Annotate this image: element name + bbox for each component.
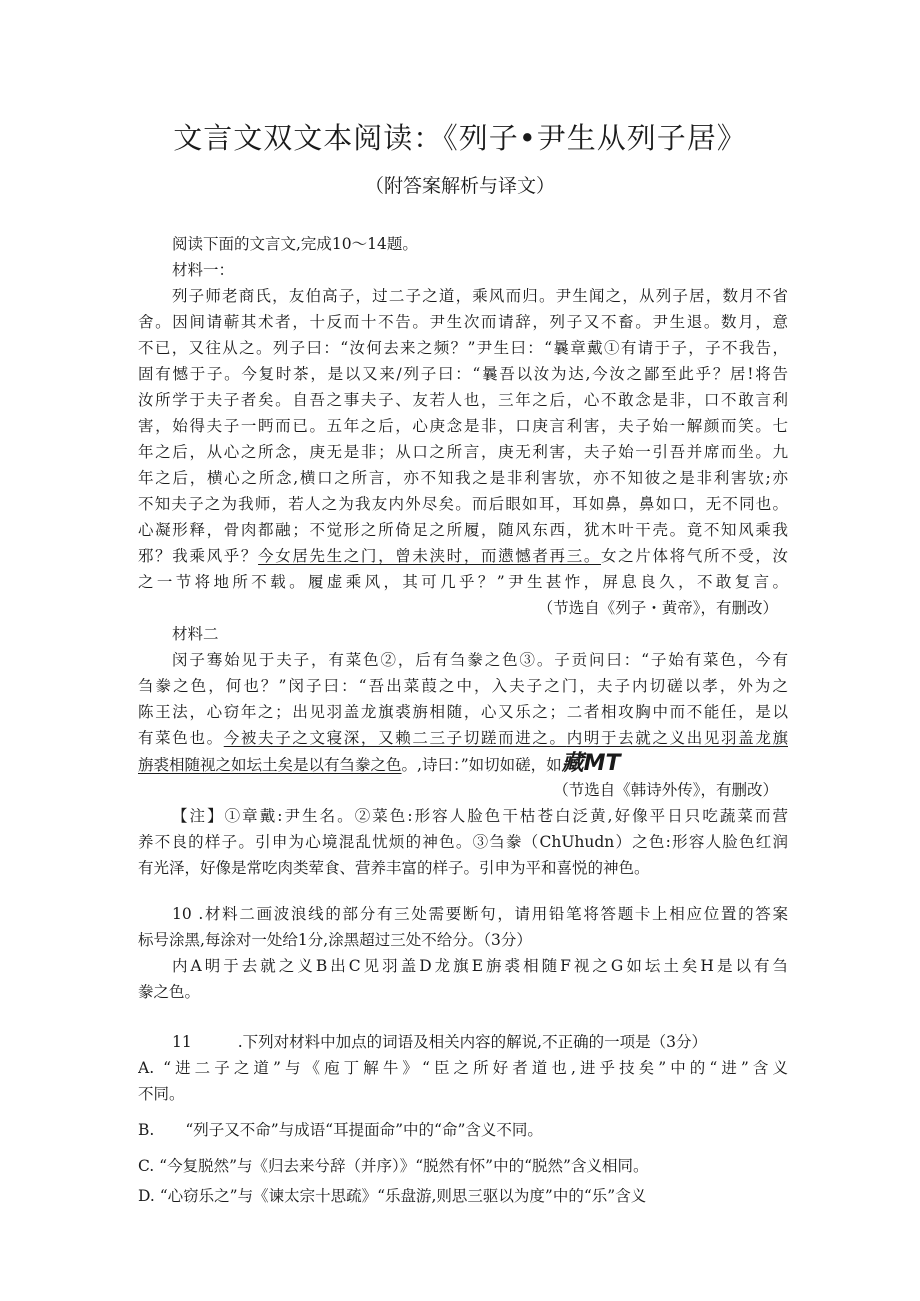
material2-line: 刍豢之色，何也？”闵子曰：“吾出菜葭之中，入夫子之门，夫子内切磋以孝，外为之 bbox=[138, 677, 788, 695]
material1-line: 年之后，从心之所念，庚无是非；从口之所言，庚无利害，夫子始一引吾并席而坐。九 bbox=[138, 443, 788, 461]
material2-underlined-sentence: 今被夫子之文寝深，又赖二三子切蹉而进之。 bbox=[223, 729, 567, 747]
material1-line: 汝所学于夫子者矣。自吾之事夫子、友若人也，三年之后，心不敢念是非，口不敢言利 bbox=[138, 391, 788, 409]
q10-options-cont: 豢之色。 bbox=[138, 983, 201, 1001]
material1-line: 固有憾于子。今复时茶，是以又来/列子曰：“曩吾以汝为达,今汝之鄙至此乎？居!将告 bbox=[138, 365, 788, 383]
material2-line: 陈王法，心窃年之；出见羽盖龙旗裘旃相随，心又乐之；二者相攻胸中而不能任，是以 bbox=[138, 703, 788, 721]
document-body bbox=[138, 231, 788, 1209]
q11-option-a-cont: 不同。 bbox=[138, 1085, 185, 1103]
q10-options: 内A明于去就之义B出C见羽盖D龙旗E旃裘相随F视之G如坛土矣H是以有刍 bbox=[172, 957, 788, 975]
material1-line: 心凝形释，骨肉都融；不觉形之所倚足之所履，随风东西，犹木叶干壳。竟不知风乘我 bbox=[138, 521, 788, 539]
material2-line5-post: 。,诗曰：”如切如磋，如 bbox=[401, 756, 562, 774]
q11-option-a: A. “进二子之道”与《庖丁解牛》“臣之所好者道也,进乎技矣”中的“进”含义 bbox=[138, 1059, 788, 1077]
material2-line bbox=[138, 725, 788, 751]
q11-stem bbox=[138, 1029, 788, 1055]
material1-line: 害，始得夫子一眄而已。五年之后，心庚念是非，口庚言利害，夫子始一解颜而笑。七 bbox=[138, 417, 788, 435]
material1-line11-pre: 邪？我乘风乎？ bbox=[138, 547, 259, 565]
material1-line bbox=[138, 543, 788, 569]
material1-line11-post: 女之片体将气所不受，汝 bbox=[601, 547, 788, 565]
material2-line bbox=[138, 751, 788, 777]
q11-number: 11 bbox=[172, 1033, 192, 1051]
material2-label: 材料二 bbox=[172, 625, 219, 643]
material1-line: 之一节将地所不载。履虚乘风，其可几乎？”尹生甚怍，屏息良久，不敢复言。 bbox=[138, 573, 788, 591]
notes-line: 有光泽，好像是常吃肉类荤食、营养丰富的样子。引申为平和喜悦的神色。 bbox=[138, 859, 650, 877]
intro-text: 阅读下面的文言文,完成10～14题。 bbox=[172, 235, 418, 253]
material2-wavy-segment-cont: 旃裘相随视之如坛土矣是以有刍豢之色 bbox=[138, 756, 402, 774]
material1-line: 不已，又往从之。列子曰：“汝何去来之频？”尹生曰：“曩章戴①有请于子，子不我告， bbox=[138, 339, 788, 357]
notes-line: 【注】①章戴:尹生名。②菜色:形容人脸色干枯苍白泛黄,好像平日只吃蔬菜而营 bbox=[172, 807, 788, 825]
spacer bbox=[138, 1005, 788, 1029]
q10-stem-cont: 标号涂黑,每涂对一处给1分,涂黑超过三处不给分。（3分） bbox=[138, 931, 532, 949]
material2-garbled-text: 藏MT bbox=[561, 751, 621, 776]
notes-line: 养不良的样子。引申为心境混乱忧烦的神色。③刍豢（ChUhudn）之色:形容人脸色红润 bbox=[138, 833, 788, 851]
material1-source: （节选自《列子・黄帝》，有删改） bbox=[537, 599, 778, 617]
spacer bbox=[138, 881, 788, 901]
material2-wavy-segment: 内明于去就之义出见羽盖龙旗 bbox=[566, 729, 788, 747]
q11-option-c: C. “今复脱然”与《归去来兮辞（并序）》“脱然有怀”中的“脱然”含义相同。 bbox=[138, 1157, 649, 1175]
material1-line: 舍。因间请蕲其术者，十反而十不告。尹生次而请辞，列子又不畜。尹生退。数月，意 bbox=[138, 313, 788, 331]
material1-line: 不知夫子之为我师，若人之为我友内外尽矣。而后眼如耳，耳如鼻，鼻如口，无不同也。 bbox=[138, 495, 788, 513]
q11-stem-text: .下列对材料中加点的词语及相关内容的解说,不正确的一项是（3分） bbox=[237, 1033, 707, 1051]
material1-line: 年之后，横心之所念,横口之所言，亦不知我之是非利害欤，亦不知彼之是非利害欤;亦 bbox=[138, 469, 788, 487]
q11-option-d: D. “心窃乐之”与《谏太宗十思疏》“乐盘游,则思三驱以为度”中的“乐”含义 bbox=[138, 1187, 647, 1205]
material1-line: 列子师老商氏，友伯高子，过二子之道，乘风而归。尹生闻之，从列子居，数月不省 bbox=[172, 287, 788, 305]
page-title: 文言文双文本阅读：《列子•尹生从列子居》 bbox=[173, 121, 747, 155]
q11-option-b: B. “列子又不命”与成语“耳提面命”中的“命”含义不同。 bbox=[138, 1121, 543, 1139]
page-subtitle: （附答案解析与译文） bbox=[364, 175, 555, 197]
material2-source: （节选自《韩诗外传》，有删改） bbox=[553, 781, 778, 799]
material1-underlined-sentence: 今女居先生之门，曾未浃时，而懑憾者再三。 bbox=[258, 547, 601, 565]
material1-label: 材料一： bbox=[172, 261, 235, 279]
q10-stem: 10 .材料二画波浪线的部分有三处需要断句，请用铅笔将答题卡上相应位置的答案 bbox=[172, 905, 788, 923]
material2-line: 闵子骞始见于夫子，有菜色②，后有刍豢之色③。子贡问曰：“子始有菜色，今有 bbox=[172, 651, 788, 669]
spacer bbox=[138, 1143, 788, 1153]
spacer bbox=[138, 1107, 788, 1117]
material2-line4-pre: 有菜色也。 bbox=[138, 729, 224, 747]
